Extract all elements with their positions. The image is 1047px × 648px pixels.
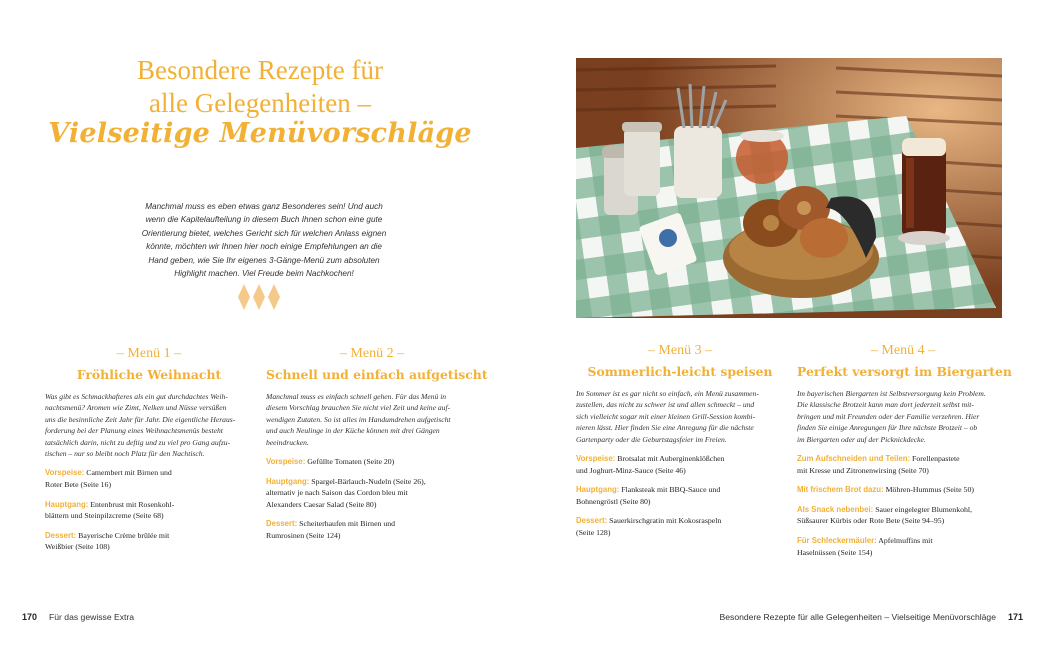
desc-line: Im bayerischen Biergarten ist Selbstversorgung kein Problem.	[797, 389, 986, 398]
course-sweet	[797, 535, 1009, 558]
intro-line: Orientierung bietet, welches Gericht sich für welchen Anlass eignen	[141, 228, 387, 238]
desc-line: tatsächlich darin, nicht zu deftig und zu viel pro Gang aufzu-	[45, 437, 231, 447]
course-text: blättern und Steinpilzcreme (Seite 68)	[45, 511, 164, 521]
course-label: Dessert:	[576, 516, 608, 526]
intro-line: könnte, möchten wir Ihnen hier noch einige Empfehlungen an die	[146, 242, 382, 252]
course-label: Zum Aufschneiden und Teilen:	[797, 454, 911, 464]
menu-description	[266, 391, 478, 448]
desc-line: und auch Neulinge in der Küche können mit drei Gängen	[266, 426, 440, 436]
desc-line: tischen – nur so bleibt noch Platz für den Nachtisch.	[45, 449, 205, 459]
course-label: Vorspeise:	[266, 457, 306, 467]
course-text: Camembert mit Birnen und	[86, 468, 172, 478]
desc-line: zustellen, das nicht zu schwer ist und allen schmeckt – und	[576, 400, 755, 410]
diamond-ornament-icon	[237, 283, 281, 311]
running-head-left: Für das gewisse Extra	[49, 612, 135, 622]
course-text: Bohnengröstl (Seite 80)	[576, 496, 651, 506]
desc-line: Manchmal muss es einfach schnell gehen. Für das Menü in	[266, 392, 447, 401]
course-text: Spargel-Bärlauch-Nudeln (Seite 26),	[311, 476, 426, 486]
course-text: Flanksteak mit BBQ-Sauce und	[621, 485, 721, 495]
course-main	[266, 476, 478, 511]
course-text: Forellenpastete	[912, 454, 960, 464]
course-text: Rumrosinen (Seite 124)	[266, 531, 341, 540]
course-share	[797, 453, 1009, 476]
course-text: Haselnüssen (Seite 154)	[797, 547, 873, 557]
beer-garden-table-photo	[576, 58, 1002, 318]
course-label: Für Schleckermäuler:	[797, 536, 877, 545]
menu-number: – Menü 1 –	[116, 346, 182, 361]
course-text: Bayerische Crème brûlée mit	[78, 530, 170, 540]
menu-title: Fröhliche Weihnacht	[76, 367, 222, 382]
course-label: Als Snack nebenbei:	[797, 504, 874, 514]
course-text: Alexanders Caesar Salad (Seite 80)	[266, 499, 377, 509]
course-text: Weißbier (Seite 108)	[45, 542, 110, 552]
menu-title: Schnell und einfach aufgetischt	[266, 367, 488, 382]
desc-line: finden Sie einige Anregungen für Ihre nächste Brotzeit – ob	[797, 423, 978, 433]
course-text: Brotsalat mit Auberginenklößchen	[617, 454, 725, 464]
page-number-left: 170	[22, 612, 38, 622]
menu-number: – Menü 2 –	[339, 346, 405, 361]
course-dessert	[576, 515, 784, 538]
intro-line: Highlight machen. Viel Freude beim Nachkochen!	[174, 269, 354, 279]
course-main	[45, 499, 253, 522]
course-text: Apfelmuffins mit	[878, 536, 933, 545]
course-text: Sauer eingelegter Blumenkohl,	[875, 504, 973, 514]
course-starter	[266, 456, 478, 468]
course-label: Dessert:	[45, 530, 77, 540]
page-number-right: 171	[1007, 612, 1023, 622]
course-label: Vorspeise:	[45, 468, 85, 478]
menu-number: – Menü 3 –	[647, 343, 713, 358]
photo-illustration	[576, 58, 1002, 318]
course-snack	[797, 504, 1009, 527]
course-text: alternativ je nach Saison das Cordon bleu mit	[266, 488, 408, 498]
course-text: und Joghurt-Minz-Sauce (Seite 46)	[576, 465, 686, 475]
running-head-right: Besondere Rezepte für alle Gelegenheiten – Vielseitige Menüvorschläge	[719, 612, 996, 622]
desc-line: wendigen Zutaten. So ist alles im Handumdrehen aufgetischt	[266, 414, 451, 424]
course-label: Vorspeise:	[576, 454, 616, 464]
intro-line: Hand geben, wie Sie Ihr eigenes 3-Gänge-Menü zum absoluten	[148, 255, 380, 265]
course-label: Dessert:	[266, 519, 298, 529]
desc-line: sich vielleicht sogar mit einer kleinen Grill-Session kombi-	[576, 411, 756, 421]
course-starter	[576, 453, 784, 476]
desc-line: Im Sommer ist es gar nicht so einfach, ein Menü zusammen-	[576, 389, 759, 398]
course-text: (Seite 128)	[576, 528, 611, 537]
course-starter	[45, 467, 253, 490]
menu-description	[797, 388, 1009, 445]
desc-line: forderung bei der Planung eines Weihnachtsmenüs besteht	[45, 426, 223, 436]
course-dessert	[45, 530, 253, 553]
course-text: Entenbrust mit Rosenkohl-	[90, 499, 175, 509]
page-title-italic: Vielseitige Menüvorschläge	[48, 118, 472, 149]
course-text: Roter Bete (Seite 16)	[45, 480, 112, 490]
menu-title: Sommerlich-leicht speisen	[587, 364, 773, 379]
intro-line: wenn die Kapitelaufteilung in diesem Buch Ihnen schon eine gute	[145, 215, 383, 225]
desc-line: Die klassische Brotzeit kann man dort jederzeit selbst mit-	[797, 400, 974, 410]
course-text: Scheiterhaufen mit Birnen und	[299, 519, 396, 529]
desc-line: nachtsmenü? Aromen wie Zimt, Nelken und Nüsse versüßen	[45, 403, 227, 413]
footer-left	[22, 607, 134, 625]
course-text: Sauerkirschgratin mit Kokosraspeln	[609, 516, 722, 526]
course-bread	[797, 484, 1009, 496]
menu-1	[45, 346, 253, 553]
intro-text	[126, 200, 402, 280]
desc-line: Was gibt es Schmackhafteres als ein gut durchdachtes Weih-	[45, 392, 228, 401]
course-label: Hauptgang:	[266, 476, 310, 486]
course-main	[576, 484, 784, 507]
desc-line: beeindrucken.	[266, 437, 309, 447]
course-text: Süßsaurer Kürbis oder Rote Bete (Seite 94–95)	[797, 516, 945, 526]
menu-4	[797, 343, 1012, 558]
course-dessert	[266, 518, 478, 541]
menu-2	[266, 346, 488, 542]
course-label: Hauptgang:	[576, 485, 620, 495]
menu-number: – Menü 4 –	[870, 343, 936, 358]
page-title-line-2: alle Gelegenheiten –	[149, 88, 371, 118]
menu-description	[576, 388, 784, 445]
desc-line: uns die besinnliche Zeit Jahr für Jahr. Die eigentliche Heraus-	[45, 414, 236, 424]
course-text: Gefüllte Tomaten (Seite 20)	[307, 457, 395, 467]
desc-line: nieren lässt. Hier finden Sie eine Anregung für die nächste	[576, 423, 754, 433]
course-label: Mit frischem Brot dazu:	[797, 485, 884, 495]
desc-line: bringen und mit Freunden oder der Familie verzehren. Hier	[797, 411, 980, 421]
page-title-line-1: Besondere Rezepte für	[137, 55, 383, 85]
course-text: Möhren-Hummus (Seite 50)	[885, 485, 974, 495]
desc-line: diesem Vorschlag brauchen Sie nicht viel Zeit und keine auf-	[266, 403, 451, 413]
menu-title: Perfekt versorgt im Biergarten	[797, 364, 1012, 379]
desc-line: Gartenparty oder die Geburtstagsfeier im Freien.	[576, 434, 727, 444]
course-label: Hauptgang:	[45, 499, 89, 509]
course-text: mit Kresse und Zitronenwirsing (Seite 70)	[797, 465, 929, 475]
footer-right	[720, 607, 1023, 625]
desc-line: im Biergarten oder auf der Picknickdecke.	[797, 434, 926, 444]
intro-line: Manchmal muss es eben etwas ganz Besonderes sein! Und auch	[145, 202, 383, 211]
menu-description	[45, 391, 253, 459]
menu-3	[576, 343, 784, 539]
